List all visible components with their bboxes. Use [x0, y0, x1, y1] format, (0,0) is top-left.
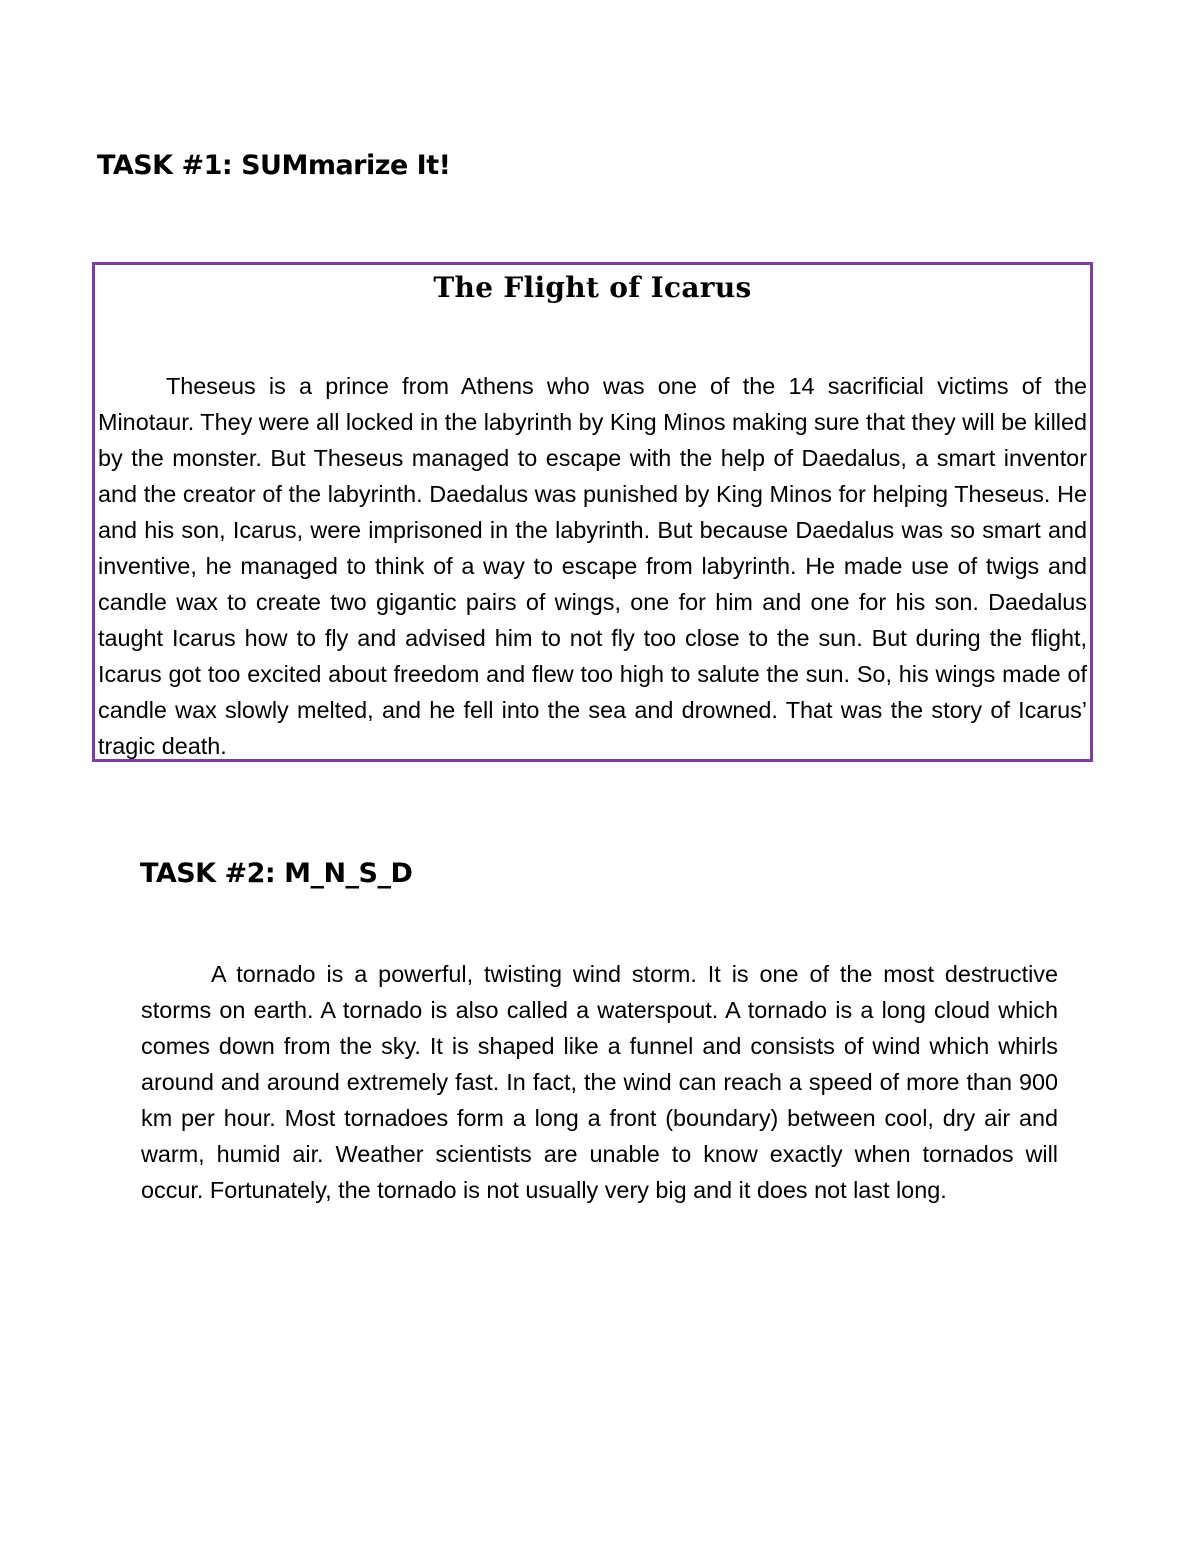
task2-heading: TASK #2: M_N_S_D [140, 858, 413, 889]
story-title: The Flight of Icarus [433, 271, 752, 304]
story-paragraph: Theseus is a prince from Athens who was one of the 14 sacrificial victims of the Minotaur. They were all locked in the labyrinth by King Minos making sure that they will be killed by the monster. But Theseus managed to escape with the help of Daedalus, a smart inventor and the creator of the labyrinth. Daedalus was punished by King Minos for helping Theseus. He and his son, Icarus, were imprisoned in the labyrinth. But because Daedalus was so smart and inventive, he managed to think of a way to escape from labyrinth. He made use of twigs and candle wax to create two gigantic pairs of wings, one for him and one for his son. Daedalus taught Icarus how to fly and advised him to not fly too close to the sun. But during the flight, Icarus got too excited about freedom and flew too high to salute the sun. So, his wings made of candle wax slowly melted, and he fell into the sea and drowned. That was the story of Icarus’ tragic death. [98, 373, 1087, 759]
task1-heading: TASK #1: SUMmarize It! [97, 150, 451, 181]
tornado-paragraph: A tornado is a powerful, twisting wind storm. It is one of the most destructive storms on earth. A tornado is also called a waterspout. A tornado is a long cloud which comes down from the sky. It is shaped like a funnel and consists of wind which whirls around and around extremely fast. In fact, the wind can reach a speed of more than 900 km per hour. Most tornadoes form a long a front (boundary) between cool, dry air and warm, humid air. Weather scientists are unable to know exactly when tornados will occur. Fortunately, the tornado is not usually very big and it does not last long. [141, 961, 1058, 1203]
story-box [92, 262, 1093, 762]
